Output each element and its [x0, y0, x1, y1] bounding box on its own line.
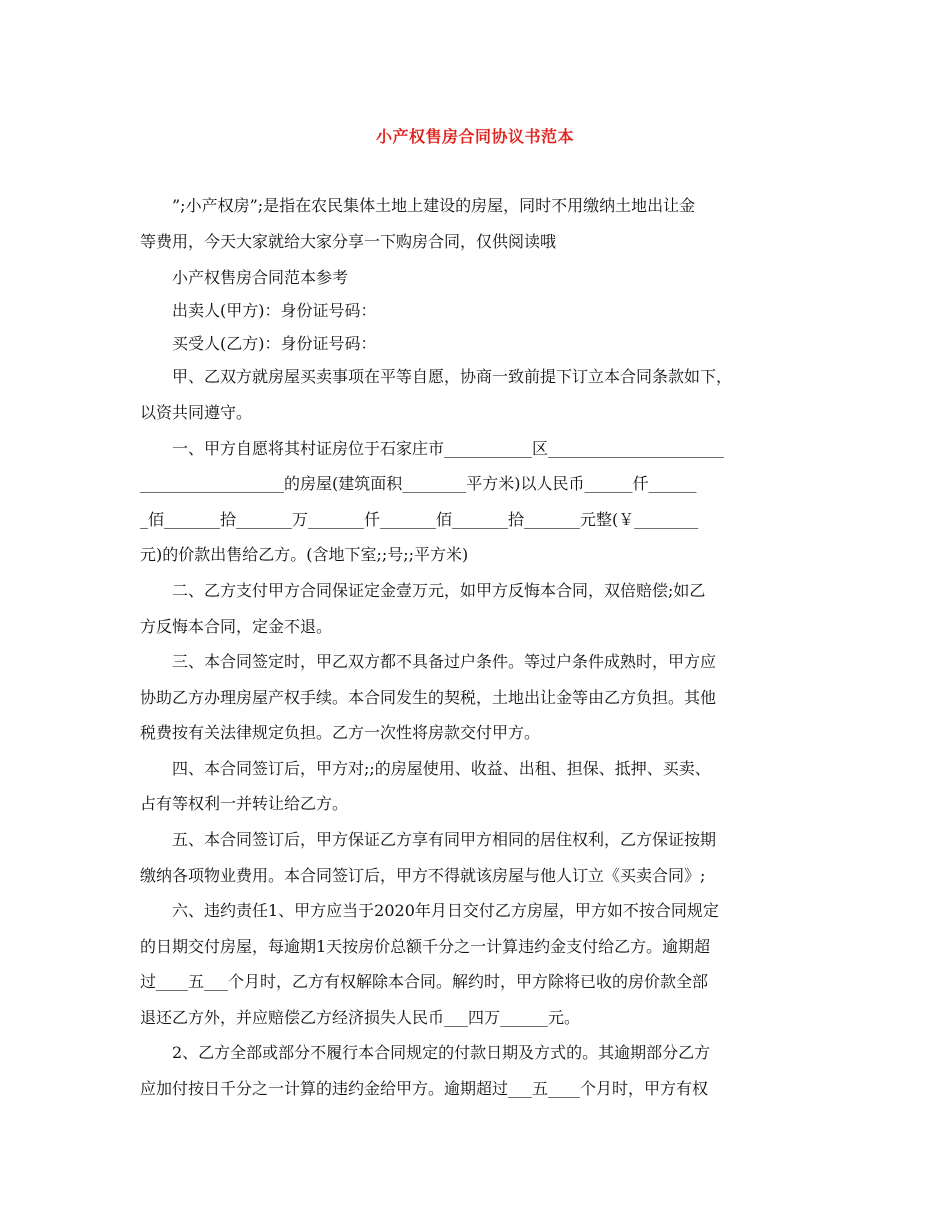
body-line: 三、本合同签定时，甲乙双方都不具备过户条件。等过户条件成熟时，甲方应 — [140, 652, 717, 671]
body-line: _佰_______拾_______万_______仟_______佰_______拾_______元整(￥________ — [140, 510, 699, 529]
body-line: __________________的房屋(建筑面积________平方米)以人民币______仟______ — [140, 474, 697, 493]
body-line: 六、违约责任1、甲方应当于2020年月日交付乙方房屋，甲方如不按合同规定 — [140, 901, 719, 920]
body-line: 缴纳各项物业费用。本合同签订后，甲方不得就该房屋与他人订立《买卖合同》; — [140, 866, 706, 885]
body-line: 的日期交付房屋，每逾期1天按房价总额千分之一计算违约金支付给乙方。逾期超 — [140, 937, 711, 956]
body-line: 协助乙方办理房屋产权手续。本合同发生的契税，土地出让金等由乙方负担。其他 — [140, 688, 717, 707]
body-line: 二、乙方支付甲方合同保证定金壹万元，如甲方反悔本合同，双倍赔偿;如乙 — [140, 581, 706, 600]
body-line: 退还乙方外，并应赔偿乙方经济损失人民币___四万______元。 — [140, 1008, 581, 1027]
body-line: 元)的价款出售给乙方。(含地下室;;号;;平方米) — [140, 545, 469, 564]
body-line: 四、本合同签订后，甲方对;;的房屋使用、收益、出租、担保、抵押、买卖、 — [140, 759, 711, 778]
body-line: 税费按有关法律规定负担。乙方一次性将房款交付甲方。 — [140, 723, 541, 742]
body-line: 一、甲方自愿将其村证房位于石家庄市___________区______________________ — [140, 439, 725, 458]
body-line: 小产权售房合同范本参考 — [140, 268, 349, 287]
body-line: 应加付按日千分之一计算的违约金给甲方。逾期超过___五____个月时，甲方有权 — [140, 1079, 709, 1098]
body-line: 出卖人(甲方)：身份证号码： — [140, 301, 377, 320]
document-title: 小产权售房合同协议书范本 — [375, 127, 574, 146]
body-line: 五、本合同签订后，甲方保证乙方享有同甲方相同的居住权利，乙方保证按期 — [140, 830, 717, 849]
body-line: 2、乙方全部或部分不履行本合同规定的付款日期及方式的。其逾期部分乙方 — [140, 1043, 711, 1062]
body-line: 方反悔本合同，定金不退。 — [140, 617, 333, 636]
body-line: 买受人(乙方)：身份证号码： — [140, 334, 377, 353]
body-line: 占有等权利一并转让给乙方。 — [140, 794, 349, 813]
body-line: 以资共同遵守。 — [140, 403, 253, 422]
body-line: 过____五___个月时，乙方有权解除本合同。解约时，甲方除将已收的房价款全部 — [140, 972, 709, 991]
body-line: 等费用，今天大家就给大家分享一下购房合同，仅供阅读哦 — [140, 232, 557, 251]
body-line: ”;小产权房”;是指在农民集体土地上建设的房屋，同时不用缴纳土地出让金 — [140, 196, 696, 215]
body-line: 甲、乙双方就房屋买卖事项在平等自愿，协商一致前提下订立本合同条款如下， — [140, 367, 733, 386]
